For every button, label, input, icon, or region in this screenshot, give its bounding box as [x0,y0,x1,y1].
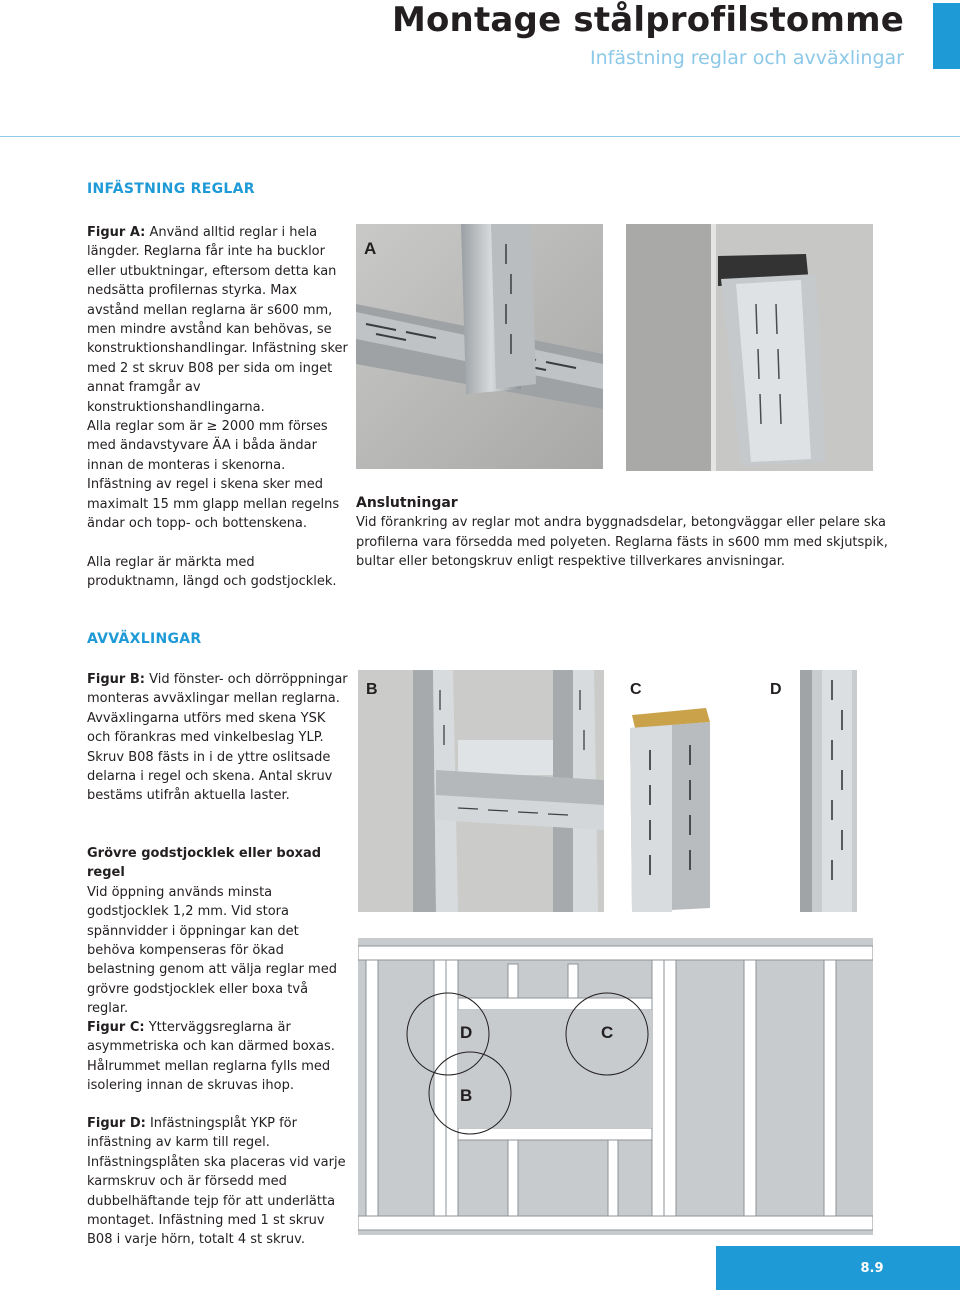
figur-c-text [87,1018,349,1096]
figur-d-body: Infästningsplåt YKP för infästning av karm till regel. Infästningsplåten ska placeras vid varje karmskruv och är försedd med dubbelhäftande tejp för att underlätta montaget. Infästning med 1 st skruv B08 i varje hörn, totalt 4 st skruv. [87,1116,346,1248]
figure-label-b: B [366,681,378,698]
figure-a-stud-image [356,224,603,469]
anslutningar-heading: Anslutningar [356,495,458,511]
diagram-label-c: C [601,1023,614,1042]
section-heading-avvaxlingar: AVVÄXLINGAR [87,631,202,647]
figure-label-a: A [364,239,377,258]
grovre-heading: Grövre godstjocklek eller boxad regel [87,846,322,881]
figur-b-body: Vid fönster- och dörröppningar monteras avväxlingar mellan reglarna. Avväxlingarna utförs med skena YSK och förankras med vinkelbeslag YLP. Skruv B08 fästs in i de yttre oslitsade delarna i regel och skena. Antal skruv bestäms utifrån aktuella laster. [87,672,348,804]
framing-diagram [358,938,873,1235]
figure-d-image [762,670,872,912]
section-heading-infastning: INFÄSTNING REGLAR [87,181,255,197]
header-divider [0,136,960,137]
figur-a-body-3: Infästning av regel i skena sker med maximalt 15 mm glapp mellan regelns ändar och topp- och bottenskena. [87,477,340,532]
figure-label-d: D [770,681,782,698]
anslutningar-block [356,494,896,572]
figure-label-c: C [630,681,642,698]
figure-c-image [610,670,740,912]
page-subtitle: Infästning reglar och avväxlingar [590,47,904,69]
anslutningar-text: Vid förankring av reglar mot andra byggnadsdelar, betongväggar eller pelare ska profilerna vara försedda med polyeten. Reglarna fästs in s600 mm med skjutspik, bultar eller betongskruv enligt respektive tillverkares anvisningar. [356,515,888,570]
figur-c-body: Ytterväggsreglarna är asymmetriska och kan därmed boxas. Hålrummet mellan reglarna fylls med isolering innan de skruvas ihop. [87,1020,335,1094]
figure-b-image [358,670,604,912]
page-title: Montage stålprofilstomme [391,0,904,40]
figur-a-text [87,223,349,591]
figur-a-body-2: Alla reglar som är ≥ 2000 mm förses med ändavstyvare ÄA i båda ändar innan de monteras i skenorna. [87,419,328,473]
header-accent-bar [933,3,960,69]
page-number-text: 8.9 [860,1260,884,1276]
figur-a-body: Använd alltid reglar i hela längder. Reglarna får inte ha bucklor eller utbuktningar, eftersom detta kan nedsätta profilernas styrka. Max avstånd mellan reglarna är s600 mm, men mindre avstånd kan behövas, se konstruktionshandlingar. Infästning sker med 2 st skruv B08 per sida om inget annat framgår av konstruktionshandlingarna. [87,225,348,415]
figur-b-text [87,670,349,806]
figur-a-label: Figur A: [87,225,146,240]
figur-b-label: Figur B: [87,672,145,687]
figure-anslutning-image [626,224,873,471]
figur-a-body-4: Alla reglar är märkta med produktnamn, längd och godstjocklek. [87,554,337,589]
figur-d-text [87,1114,349,1250]
grovre-body: Vid öppning används minsta godstjocklek 1,2 mm. Vid stora spännvidder i öppningar kan det behöva kompenseras för ökad belastning genom att välja reglar med grövre godstjocklek eller boxa två reglar. [87,884,337,1017]
diagram-label-d: D [460,1023,473,1042]
figur-d-label: Figur D: [87,1116,146,1131]
figur-c-label: Figur C: [87,1020,145,1035]
grovre-text [87,844,349,1019]
page-number [716,1246,960,1290]
diagram-label-b: B [460,1086,473,1105]
